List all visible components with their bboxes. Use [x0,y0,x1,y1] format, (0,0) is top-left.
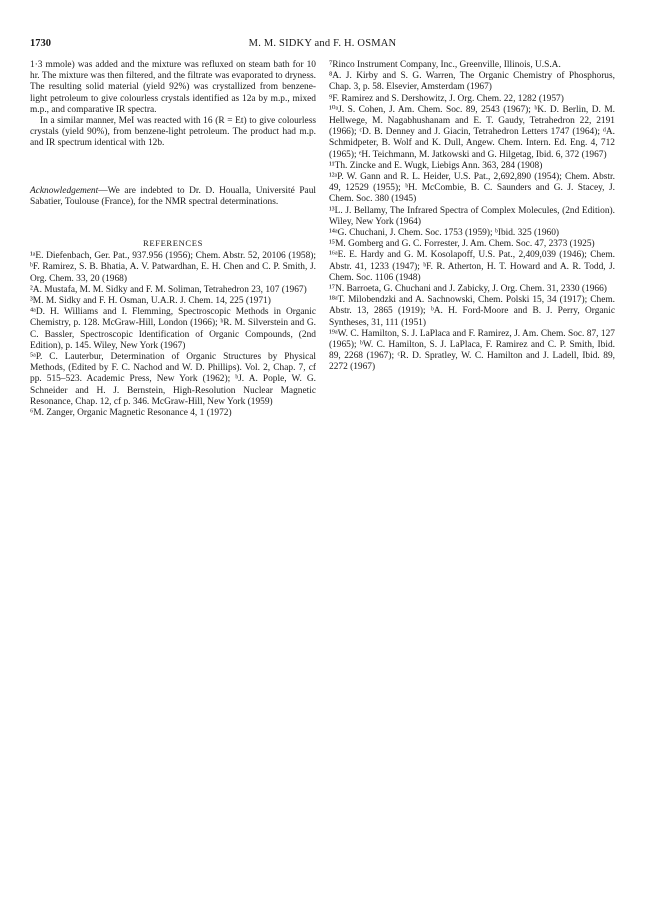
reference-item: ¹⁵M. Gomberg and G. C. Forrester, J. Am. Chem. Soc. 47, 2373 (1925) [329,239,595,250]
references-list-right [329,60,615,374]
left-column [30,60,316,419]
reference-item: ¹⁰ᵃJ. S. Cohen, J. Am. Chem. Soc. 89, 2543 (1967); ᵇK. D. Berlin, D. M. Hellwege, M. Nagabhushanam and E. T. Gaudy, Tetrahedron 22, 2191 (1966); ᶜD. B. Denney and J. Giacin, Tetrahedron Letters 1747 (1964); ᵈA. Schmidpeter, B. Wolf and K. Dull, Angew. Chem. Intern. Ed. Eng. 4, 712 (1965); ᵉH. Teichmann, M. Jatkowski and G. Hilgetag, Ibid. 6, 372 (1967) [329,104,615,160]
reference-item: ⁶M. Zanger, Organic Magnetic Resonance 4, 1 (1972) [30,408,232,419]
reference-item: ¹²ᵃP. W. Gann and R. L. Heider, U.S. Pat., 2,692,890 (1954); Chem. Abstr. 49, 12529 (1955); ᵇH. McCombie, B. C. Saunders and G. J. Stacey, J. Chem. Soc. 380 (1945) [329,172,615,205]
right-column [329,60,615,374]
reference-item: ⁵ᵃP. C. Lauterbur, Determination of Organic Structures by Physical Methods, (Edited by F. C. Nachod and W. D. Phillips). Vol. 2, Chap. 7, cf pp. 515–523. Academic Press, New York (1962); ᵇJ. A. Pople, W. G. Schneider and H. J. Bernstein, High-Resolution Nuclear Magnetic Resonance, Chap. 12, cf p. 346. McGraw-Hill, New York (1959) [30,352,316,407]
acknowledgement-text: —We are indebted to Dr. D. Houalla, Université Paul Sabatier, Toulouse (France), for the NMR spectral determinations. [30,185,316,207]
reference-item: ⁹F. Ramirez and S. Dershowitz, J. Org. Chem. 22, 1282 (1957) [329,93,564,104]
reference-item: ¹³L. J. Bellamy, The Infrared Spectra of Complex Molecules, (2nd Edition). Wiley, New York (1964) [329,205,615,227]
reference-item: ¹¹Th. Zincke and E. Wugk, Liebigs Ann. 363, 284 (1908) [329,160,543,171]
acknowledgement [30,186,316,208]
reference-item: ¹⁹ᵃW. C. Hamilton, S. J. LaPlaca and F. Ramirez, J. Am. Chem. Soc. 87, 127 (1965); ᵇW. C. Hamilton, S. J. LaPlaca, F. Ramirez and C. P. Smith, Ibid. 89, 2268 (1967); ᶜR. D. Spratley, W. C. Hamilton and J. Ladell, Ibid. 89, 2272 (1967) [329,328,615,373]
reference-item: ¹⁷N. Barroeta, G. Chuchani and J. Zabicky, J. Org. Chem. 31, 2330 (1966) [329,284,607,295]
reference-item: ¹⁴ᵃG. Chuchani, J. Chem. Soc. 1753 (1959); ᵇIbid. 325 (1960) [329,228,560,239]
references-list-left [30,251,316,419]
references-heading: REFERENCES [143,238,203,249]
page-header [30,38,615,52]
reference-item: ²A. Mustafa, M. M. Sidky and F. M. Soliman, Tetrahedron 23, 107 (1967) [30,284,307,295]
body-paragraph: 1·3 mmole) was added and the mixture was refluxed on steam bath for 10 hr. The mixture was then filtered, and the filtrate was evaporated to dryness. The resulting solid material (yield 92%) was crystallized from benzene-light petroleum to give colourless crystals identified as 12a by m.p., mixed m.p., and comparative IR spectra. [30,60,316,115]
reference-item: ³M. M. Sidky and F. H. Osman, U.A.R. J. Chem. 14, 225 (1971) [30,296,271,307]
page-number: 1730 [30,38,51,49]
body-paragraph: In a similar manner, MeI was reacted with 16 (R = Et) to give colourless crystals (yield 90%), from benzene-light petroleum. The product had m.p. and IR spectrum identical with 12b. [30,116,316,149]
reference-item: ¹⁸ᵃT. Milobendzki and A. Sachnowski, Chem. Polski 15, 34 (1917); Chem. Abstr. 13, 2865 (1919); ᵇA. H. Ford-Moore and B. J. Perry, Organic Syntheses, 31, 111 (1951) [329,295,615,328]
running-head: M. M. SIDKY and F. H. OSMAN [248,38,397,49]
reference-item: ⁷Rinco Instrument Company, Inc., Greenville, Illinois, U.S.A. [329,60,561,70]
acknowledgement-label: Acknowledgement [30,185,99,196]
reference-item: ¹ᵃE. Diefenbach, Ger. Pat., 937.956 (1956); Chem. Abstr. 52, 20106 (1958); ᵇF. Ramirez, S. B. Bhatia, A. V. Patwardhan, E. H. Chen and C. P. Smith, J. Org. Chem. 33, 20 (1968) [30,251,316,284]
reference-item: ¹⁶ᵃE. E. Hardy and G. M. Kosolapoff, U.S. Pat., 2,409,039 (1946); Chem. Abstr. 41, 1233 (1947); ᵇF. R. Atherton, H. T. Howard and A. R. Todd, J. Chem. Soc. 1106 (1948) [329,250,615,283]
reference-item: ⁸A. J. Kirby and S. G. Warren, The Organic Chemistry of Phosphorus, Chap. 3, p. 58. Elsevier, Amsterdam (1967) [329,71,615,93]
reference-item: ⁴ᵃD. H. Williams and I. Flemming, Spectroscopic Methods in Organic Chemistry, p. 128. McGraw-Hill, London (1966); ᵇR. M. Silverstein and G. C. Bassler, Spectroscopic Identification of Organic Compounds, (2nd Edition), p. 145. Wiley, New York (1967) [30,307,316,351]
